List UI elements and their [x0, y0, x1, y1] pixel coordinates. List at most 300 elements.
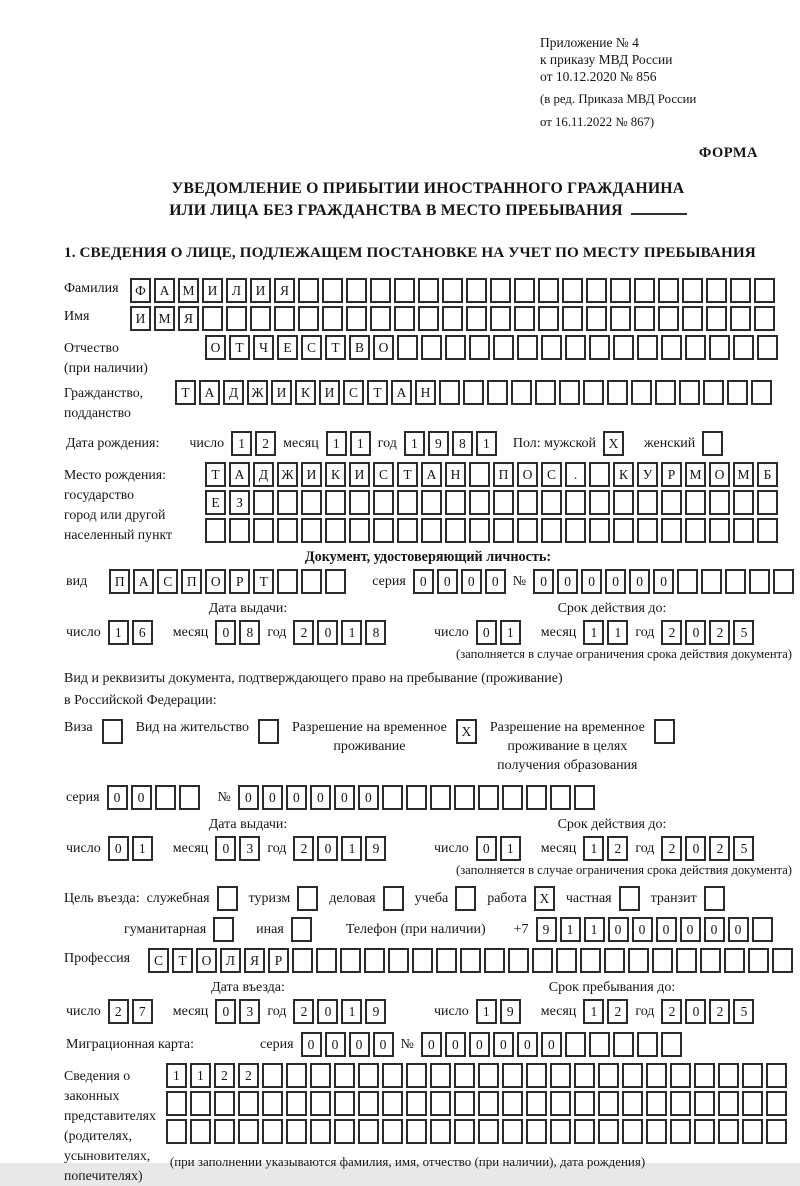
char-cell[interactable] — [325, 518, 346, 543]
char-cell[interactable]: 0 — [317, 999, 338, 1024]
char-cell[interactable]: 1 — [108, 620, 129, 645]
char-cell[interactable] — [752, 917, 773, 942]
purpose-humanitarian-checkbox[interactable] — [213, 917, 234, 942]
char-cell[interactable] — [565, 1032, 586, 1057]
char-cell[interactable]: 2 — [709, 999, 730, 1024]
char-cell[interactable] — [766, 1119, 787, 1144]
char-cell[interactable] — [646, 1063, 667, 1088]
stay-valid-day[interactable] — [476, 836, 521, 861]
char-cell[interactable] — [742, 1119, 763, 1144]
stay-doc-number-input[interactable] — [238, 785, 595, 810]
char-cell[interactable] — [508, 948, 529, 973]
char-cell[interactable] — [634, 306, 655, 331]
char-cell[interactable] — [694, 1119, 715, 1144]
purpose-private-checkbox[interactable] — [619, 886, 640, 911]
char-cell[interactable]: 2 — [709, 620, 730, 645]
char-cell[interactable] — [238, 1091, 259, 1116]
char-cell[interactable] — [229, 518, 250, 543]
char-cell[interactable]: 5 — [733, 999, 754, 1024]
char-cell[interactable] — [526, 1063, 547, 1088]
char-cell[interactable] — [526, 1119, 547, 1144]
char-cell[interactable] — [454, 785, 475, 810]
char-cell[interactable]: Н — [445, 462, 466, 487]
name-input[interactable] — [130, 306, 775, 331]
char-cell[interactable] — [334, 1119, 355, 1144]
char-cell[interactable] — [466, 278, 487, 303]
char-cell[interactable] — [574, 1063, 595, 1088]
char-cell[interactable] — [373, 518, 394, 543]
char-cell[interactable]: 0 — [301, 1032, 322, 1057]
char-cell[interactable] — [460, 948, 481, 973]
char-cell[interactable]: 2 — [661, 836, 682, 861]
entry-year[interactable] — [293, 999, 386, 1024]
char-cell[interactable]: П — [109, 569, 130, 594]
char-cell[interactable] — [580, 948, 601, 973]
char-cell[interactable]: Т — [205, 462, 226, 487]
char-cell[interactable]: Д — [223, 380, 244, 405]
char-cell[interactable]: 2 — [661, 620, 682, 645]
char-cell[interactable] — [565, 335, 586, 360]
profession-input[interactable] — [148, 948, 793, 973]
char-cell[interactable]: У — [637, 462, 658, 487]
char-cell[interactable] — [677, 569, 698, 594]
char-cell[interactable] — [670, 1119, 691, 1144]
char-cell[interactable]: 0 — [685, 836, 706, 861]
char-cell[interactable]: 1 — [326, 431, 347, 456]
char-cell[interactable] — [469, 335, 490, 360]
char-cell[interactable] — [565, 490, 586, 515]
char-cell[interactable]: О — [205, 569, 226, 594]
char-cell[interactable]: Т — [229, 335, 250, 360]
identity-valid-day[interactable] — [476, 620, 521, 645]
char-cell[interactable]: 0 — [286, 785, 307, 810]
char-cell[interactable] — [709, 335, 730, 360]
char-cell[interactable] — [637, 490, 658, 515]
char-cell[interactable] — [445, 490, 466, 515]
char-cell[interactable]: О — [517, 462, 538, 487]
char-cell[interactable] — [589, 490, 610, 515]
char-cell[interactable]: Т — [172, 948, 193, 973]
char-cell[interactable] — [358, 1063, 379, 1088]
char-cell[interactable]: 0 — [215, 836, 236, 861]
char-cell[interactable]: 0 — [533, 569, 554, 594]
char-cell[interactable]: О — [373, 335, 394, 360]
char-cell[interactable] — [412, 948, 433, 973]
char-cell[interactable] — [679, 380, 700, 405]
char-cell[interactable] — [598, 1063, 619, 1088]
char-cell[interactable]: Я — [244, 948, 265, 973]
birth-day-input[interactable] — [231, 431, 276, 456]
char-cell[interactable] — [502, 1063, 523, 1088]
char-cell[interactable] — [214, 1119, 235, 1144]
char-cell[interactable] — [541, 335, 562, 360]
char-cell[interactable] — [574, 1119, 595, 1144]
identity-issue-month[interactable] — [215, 620, 260, 645]
char-cell[interactable] — [562, 306, 583, 331]
char-cell[interactable]: 2 — [108, 999, 129, 1024]
char-cell[interactable] — [454, 1063, 475, 1088]
char-cell[interactable] — [676, 948, 697, 973]
char-cell[interactable]: М — [154, 306, 175, 331]
char-cell[interactable] — [262, 1119, 283, 1144]
char-cell[interactable]: 1 — [500, 620, 521, 645]
char-cell[interactable] — [397, 518, 418, 543]
char-cell[interactable] — [757, 518, 778, 543]
char-cell[interactable] — [382, 1063, 403, 1088]
char-cell[interactable]: 0 — [334, 785, 355, 810]
char-cell[interactable] — [733, 518, 754, 543]
char-cell[interactable] — [637, 335, 658, 360]
char-cell[interactable] — [349, 490, 370, 515]
char-cell[interactable]: 0 — [107, 785, 128, 810]
stay-until-month[interactable] — [583, 999, 628, 1024]
char-cell[interactable] — [370, 278, 391, 303]
char-cell[interactable] — [517, 518, 538, 543]
char-cell[interactable]: 1 — [166, 1063, 187, 1088]
char-cell[interactable] — [190, 1119, 211, 1144]
char-cell[interactable] — [773, 569, 794, 594]
char-cell[interactable] — [598, 1119, 619, 1144]
char-cell[interactable] — [541, 518, 562, 543]
char-cell[interactable] — [751, 380, 772, 405]
char-cell[interactable] — [274, 306, 295, 331]
char-cell[interactable] — [358, 1091, 379, 1116]
char-cell[interactable] — [301, 518, 322, 543]
char-cell[interactable]: 9 — [536, 917, 557, 942]
char-cell[interactable] — [325, 569, 346, 594]
char-cell[interactable] — [757, 490, 778, 515]
char-cell[interactable] — [469, 518, 490, 543]
char-cell[interactable]: . — [565, 462, 586, 487]
char-cell[interactable] — [532, 948, 553, 973]
char-cell[interactable] — [725, 569, 746, 594]
char-cell[interactable]: 0 — [131, 785, 152, 810]
char-cell[interactable]: 0 — [325, 1032, 346, 1057]
char-cell[interactable]: 0 — [310, 785, 331, 810]
char-cell[interactable] — [766, 1091, 787, 1116]
stay-doc-series-input[interactable] — [107, 785, 200, 810]
char-cell[interactable] — [421, 490, 442, 515]
char-cell[interactable]: 0 — [469, 1032, 490, 1057]
char-cell[interactable] — [706, 306, 727, 331]
char-cell[interactable] — [514, 278, 535, 303]
stay-issue-month[interactable] — [215, 836, 260, 861]
char-cell[interactable]: Ж — [247, 380, 268, 405]
char-cell[interactable]: Т — [253, 569, 274, 594]
char-cell[interactable] — [478, 1119, 499, 1144]
char-cell[interactable] — [730, 306, 751, 331]
char-cell[interactable] — [622, 1119, 643, 1144]
char-cell[interactable]: Р — [268, 948, 289, 973]
char-cell[interactable] — [556, 948, 577, 973]
char-cell[interactable] — [709, 490, 730, 515]
char-cell[interactable]: А — [391, 380, 412, 405]
char-cell[interactable] — [454, 1119, 475, 1144]
char-cell[interactable] — [439, 380, 460, 405]
char-cell[interactable] — [493, 490, 514, 515]
char-cell[interactable] — [574, 1091, 595, 1116]
char-cell[interactable]: 0 — [485, 569, 506, 594]
char-cell[interactable] — [325, 490, 346, 515]
char-cell[interactable] — [286, 1091, 307, 1116]
char-cell[interactable] — [226, 306, 247, 331]
char-cell[interactable] — [406, 1091, 427, 1116]
char-cell[interactable] — [586, 306, 607, 331]
char-cell[interactable]: 0 — [358, 785, 379, 810]
char-cell[interactable] — [685, 490, 706, 515]
char-cell[interactable] — [373, 490, 394, 515]
representatives-line1-input[interactable] — [166, 1063, 787, 1088]
char-cell[interactable] — [292, 948, 313, 973]
doc-kind-input[interactable] — [109, 569, 346, 594]
char-cell[interactable] — [637, 518, 658, 543]
char-cell[interactable] — [658, 278, 679, 303]
char-cell[interactable]: Т — [367, 380, 388, 405]
char-cell[interactable]: 0 — [476, 620, 497, 645]
char-cell[interactable]: 0 — [605, 569, 626, 594]
char-cell[interactable] — [661, 490, 682, 515]
char-cell[interactable] — [655, 380, 676, 405]
char-cell[interactable]: 0 — [493, 1032, 514, 1057]
char-cell[interactable]: П — [493, 462, 514, 487]
representatives-line2-input[interactable] — [166, 1091, 787, 1116]
char-cell[interactable]: З — [229, 490, 250, 515]
stay-valid-year[interactable] — [661, 836, 754, 861]
char-cell[interactable] — [583, 380, 604, 405]
char-cell[interactable]: М — [733, 462, 754, 487]
char-cell[interactable] — [661, 335, 682, 360]
char-cell[interactable]: 1 — [404, 431, 425, 456]
sex-male-checkbox[interactable]: X — [603, 431, 624, 456]
char-cell[interactable]: 1 — [607, 620, 628, 645]
char-cell[interactable]: Ф — [130, 278, 151, 303]
char-cell[interactable]: Р — [661, 462, 682, 487]
char-cell[interactable] — [478, 1091, 499, 1116]
char-cell[interactable] — [277, 490, 298, 515]
char-cell[interactable] — [286, 1063, 307, 1088]
doc-series-input[interactable] — [413, 569, 506, 594]
char-cell[interactable]: 0 — [461, 569, 482, 594]
char-cell[interactable] — [430, 1119, 451, 1144]
char-cell[interactable] — [466, 306, 487, 331]
char-cell[interactable] — [298, 306, 319, 331]
visa-checkbox[interactable] — [102, 719, 123, 744]
stay-issue-day[interactable] — [108, 836, 153, 861]
char-cell[interactable]: 7 — [132, 999, 153, 1024]
purpose-transit-checkbox[interactable] — [704, 886, 725, 911]
identity-issue-year[interactable] — [293, 620, 386, 645]
char-cell[interactable]: И — [301, 462, 322, 487]
char-cell[interactable] — [709, 518, 730, 543]
identity-issue-day[interactable] — [108, 620, 153, 645]
char-cell[interactable] — [310, 1063, 331, 1088]
char-cell[interactable]: 0 — [445, 1032, 466, 1057]
char-cell[interactable] — [550, 1119, 571, 1144]
char-cell[interactable]: Л — [226, 278, 247, 303]
birth-year-input[interactable] — [404, 431, 497, 456]
char-cell[interactable] — [202, 306, 223, 331]
char-cell[interactable] — [349, 518, 370, 543]
char-cell[interactable]: Р — [229, 569, 250, 594]
char-cell[interactable] — [610, 278, 631, 303]
char-cell[interactable] — [517, 335, 538, 360]
char-cell[interactable] — [155, 785, 176, 810]
char-cell[interactable]: 0 — [349, 1032, 370, 1057]
char-cell[interactable] — [742, 1091, 763, 1116]
migration-number-input[interactable] — [421, 1032, 682, 1057]
char-cell[interactable]: Ч — [253, 335, 274, 360]
char-cell[interactable]: 2 — [709, 836, 730, 861]
char-cell[interactable] — [613, 335, 634, 360]
edu-residence-checkbox[interactable] — [654, 719, 675, 744]
purpose-business-checkbox[interactable] — [383, 886, 404, 911]
char-cell[interactable] — [637, 1032, 658, 1057]
char-cell[interactable]: 2 — [255, 431, 276, 456]
char-cell[interactable] — [463, 380, 484, 405]
char-cell[interactable]: А — [154, 278, 175, 303]
char-cell[interactable]: 0 — [317, 836, 338, 861]
char-cell[interactable] — [622, 1091, 643, 1116]
char-cell[interactable]: В — [349, 335, 370, 360]
char-cell[interactable]: 0 — [680, 917, 701, 942]
char-cell[interactable]: 2 — [607, 999, 628, 1024]
char-cell[interactable] — [565, 518, 586, 543]
char-cell[interactable]: 0 — [581, 569, 602, 594]
char-cell[interactable] — [589, 1032, 610, 1057]
char-cell[interactable] — [493, 518, 514, 543]
char-cell[interactable]: 0 — [215, 999, 236, 1024]
char-cell[interactable] — [382, 1091, 403, 1116]
char-cell[interactable] — [166, 1119, 187, 1144]
char-cell[interactable] — [277, 569, 298, 594]
char-cell[interactable] — [703, 380, 724, 405]
char-cell[interactable] — [646, 1091, 667, 1116]
entry-month[interactable] — [215, 999, 260, 1024]
char-cell[interactable] — [397, 490, 418, 515]
char-cell[interactable] — [277, 518, 298, 543]
char-cell[interactable] — [682, 278, 703, 303]
char-cell[interactable]: О — [205, 335, 226, 360]
char-cell[interactable] — [604, 948, 625, 973]
char-cell[interactable]: 3 — [239, 999, 260, 1024]
char-cell[interactable] — [382, 1119, 403, 1144]
char-cell[interactable] — [613, 518, 634, 543]
char-cell[interactable] — [550, 1091, 571, 1116]
char-cell[interactable] — [502, 1091, 523, 1116]
char-cell[interactable] — [694, 1091, 715, 1116]
char-cell[interactable] — [538, 278, 559, 303]
char-cell[interactable] — [430, 1063, 451, 1088]
char-cell[interactable]: С — [343, 380, 364, 405]
char-cell[interactable]: Л — [220, 948, 241, 973]
char-cell[interactable] — [298, 278, 319, 303]
char-cell[interactable]: 9 — [365, 999, 386, 1024]
purpose-study-checkbox[interactable] — [455, 886, 476, 911]
char-cell[interactable] — [421, 518, 442, 543]
char-cell[interactable] — [749, 569, 770, 594]
char-cell[interactable] — [754, 278, 775, 303]
char-cell[interactable]: 0 — [685, 620, 706, 645]
birthplace-line3-input[interactable] — [205, 518, 778, 543]
char-cell[interactable]: 0 — [557, 569, 578, 594]
char-cell[interactable]: И — [202, 278, 223, 303]
char-cell[interactable] — [340, 948, 361, 973]
char-cell[interactable]: Я — [274, 278, 295, 303]
char-cell[interactable] — [700, 948, 721, 973]
char-cell[interactable] — [346, 306, 367, 331]
char-cell[interactable] — [406, 785, 427, 810]
char-cell[interactable] — [394, 306, 415, 331]
char-cell[interactable]: Е — [277, 335, 298, 360]
char-cell[interactable]: 1 — [500, 836, 521, 861]
char-cell[interactable]: 1 — [190, 1063, 211, 1088]
birthplace-line2-input[interactable] — [205, 490, 778, 515]
char-cell[interactable] — [397, 335, 418, 360]
char-cell[interactable] — [322, 306, 343, 331]
char-cell[interactable] — [205, 518, 226, 543]
char-cell[interactable]: А — [229, 462, 250, 487]
char-cell[interactable] — [610, 306, 631, 331]
char-cell[interactable]: С — [157, 569, 178, 594]
char-cell[interactable] — [670, 1063, 691, 1088]
stay-until-year[interactable] — [661, 999, 754, 1024]
char-cell[interactable]: 9 — [428, 431, 449, 456]
char-cell[interactable]: 0 — [215, 620, 236, 645]
phone-input[interactable] — [536, 917, 773, 942]
doc-number-input[interactable] — [533, 569, 794, 594]
char-cell[interactable] — [682, 306, 703, 331]
char-cell[interactable] — [301, 490, 322, 515]
char-cell[interactable] — [430, 785, 451, 810]
char-cell[interactable]: П — [181, 569, 202, 594]
sex-female-checkbox[interactable] — [702, 431, 723, 456]
char-cell[interactable]: 1 — [350, 431, 371, 456]
char-cell[interactable] — [364, 948, 385, 973]
char-cell[interactable] — [370, 306, 391, 331]
char-cell[interactable] — [430, 1091, 451, 1116]
char-cell[interactable] — [742, 1063, 763, 1088]
char-cell[interactable] — [718, 1091, 739, 1116]
char-cell[interactable]: М — [178, 278, 199, 303]
char-cell[interactable]: 8 — [365, 620, 386, 645]
migration-series-input[interactable] — [301, 1032, 394, 1057]
char-cell[interactable] — [493, 335, 514, 360]
char-cell[interactable] — [598, 1091, 619, 1116]
char-cell[interactable] — [190, 1091, 211, 1116]
char-cell[interactable] — [733, 490, 754, 515]
char-cell[interactable] — [559, 380, 580, 405]
char-cell[interactable] — [685, 335, 706, 360]
char-cell[interactable]: 1 — [583, 836, 604, 861]
char-cell[interactable]: 2 — [293, 999, 314, 1024]
char-cell[interactable]: 0 — [653, 569, 674, 594]
char-cell[interactable]: 0 — [728, 917, 749, 942]
char-cell[interactable] — [179, 785, 200, 810]
char-cell[interactable]: С — [148, 948, 169, 973]
char-cell[interactable]: О — [709, 462, 730, 487]
char-cell[interactable] — [310, 1091, 331, 1116]
char-cell[interactable]: 0 — [437, 569, 458, 594]
char-cell[interactable]: 5 — [733, 620, 754, 645]
char-cell[interactable]: 8 — [452, 431, 473, 456]
char-cell[interactable] — [358, 1119, 379, 1144]
char-cell[interactable]: 1 — [584, 917, 605, 942]
char-cell[interactable] — [484, 948, 505, 973]
stay-until-day[interactable] — [476, 999, 521, 1024]
char-cell[interactable]: 9 — [365, 836, 386, 861]
char-cell[interactable] — [550, 1063, 571, 1088]
char-cell[interactable]: 1 — [583, 620, 604, 645]
